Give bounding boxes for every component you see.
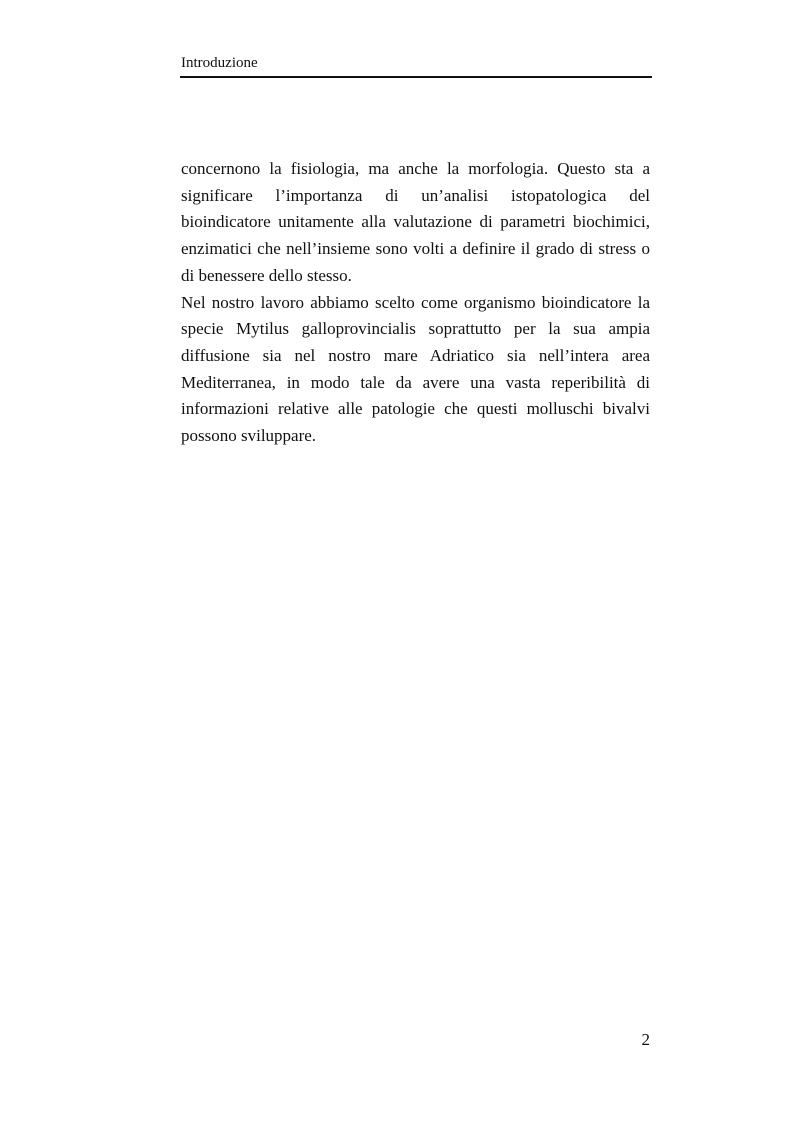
- paragraph: Nel nostro lavoro abbiamo scelto come organismo bioindicatore la specie Mytilus galloprovincialis soprattutto per la sua ampia diffusione sia nel nostro mare Adriatico sia nell’intera area Mediterranea, in modo tale da avere una vasta reperibilità di informazioni relative alle patologie che questi molluschi bivalvi possono sviluppare.: [181, 292, 650, 446]
- paragraph: concernono la fisiologia, ma anche la morfologia. Questo sta a significare l’importanza di un’analisi istopatologica del bioindicatore unitamente alla valutazione di parametri biochimici, enzimatici che nell’insieme sono volti a definire il grado di stress o di benessere dello stesso.: [181, 159, 650, 285]
- running-header: Introduzione: [181, 55, 258, 71]
- page-number: 2: [641, 1030, 650, 1049]
- header-rule: [180, 76, 652, 78]
- body-text: [181, 156, 650, 450]
